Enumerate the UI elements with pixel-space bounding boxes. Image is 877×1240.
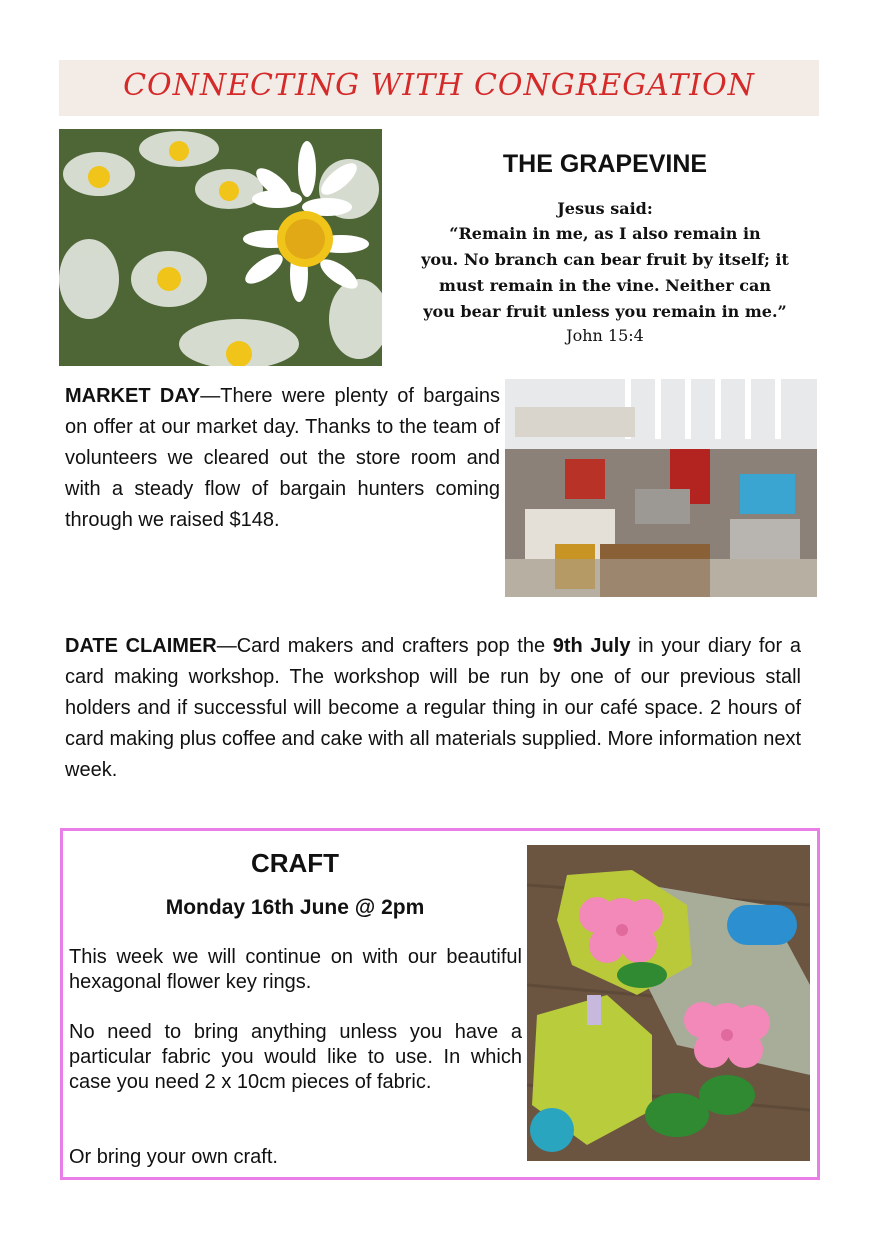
daisies-photo xyxy=(59,129,382,366)
market-day-heading: MARKET DAY xyxy=(65,385,201,407)
bible-quote xyxy=(385,198,825,347)
quote-reference: John 15:4 xyxy=(566,326,644,345)
market-stall-photo xyxy=(505,379,817,597)
quote-line: must remain in the vine. Neither can xyxy=(439,276,771,295)
workshop-date: 9th July xyxy=(552,635,631,657)
page-title: CONNECTING WITH CONGREGATION xyxy=(123,68,755,103)
quote-text xyxy=(385,221,825,325)
header-banner xyxy=(59,60,819,116)
craft-paragraph-1: This week we will continue on with our beautiful hexagonal flower key rings. xyxy=(69,946,522,993)
flower-keyring-photo xyxy=(527,845,810,1161)
date-claimer-intro: —Card makers and crafters pop the xyxy=(216,635,553,657)
quote-line: “Remain in me, as I also remain in xyxy=(449,224,761,243)
craft-paragraph-2: No need to bring anything unless you have a particular fabric you would like to use. In which case you need 2 x 10cm pieces of fabric. xyxy=(69,1021,522,1093)
market-day-body: —There were plenty of bargains on offer at our market day. Thanks to the team of volunteers we cleared out the store room and with a steady flow of bargain hunters coming through we raised $148. xyxy=(65,385,500,531)
date-claimer-heading: DATE CLAIMER xyxy=(65,635,217,657)
date-claimer-paragraph xyxy=(65,631,801,786)
craft-date: Monday 16th June @ 2pm xyxy=(165,896,425,919)
craft-title: CRAFT xyxy=(250,848,340,878)
quote-line: you bear fruit unless you remain in me.” xyxy=(423,302,787,321)
quote-intro: Jesus said: xyxy=(557,199,653,218)
date-claimer-body: in your diary for a card making workshop. The workshop will be run by one of our previous stall holders and if successful will become a regular thing in our café space. 2 hours of card making plus coffee and cake with all materials supplied. More information next week. xyxy=(65,635,801,781)
craft-paragraph-3: Or bring your own craft. xyxy=(69,1146,278,1168)
quote-line: you. No branch can bear fruit by itself; it xyxy=(421,250,789,269)
market-day-paragraph xyxy=(65,381,500,536)
grapevine-title: THE GRAPEVINE xyxy=(502,150,708,178)
